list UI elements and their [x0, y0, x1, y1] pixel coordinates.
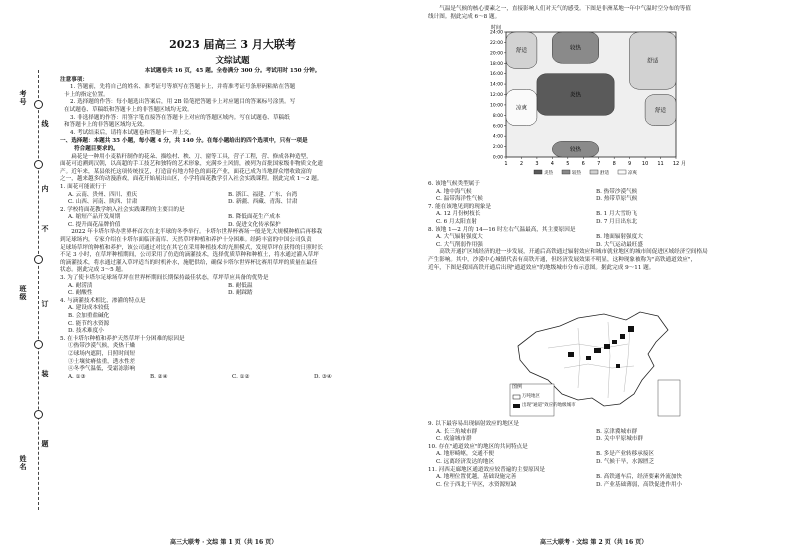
y-tick-label: 10:00: [490, 103, 503, 109]
right-footer: 高三大联考 · 文综 第 2 页（共 16 页）: [540, 539, 648, 546]
statement: ③土壤贫瘠盐重，透水性差: [68, 358, 136, 365]
question-5: 5. 在卡塔尔种植和养护天然草坪十分困难的原因是: [60, 335, 185, 342]
option[interactable]: B. 多是产业转移承接区: [596, 451, 655, 458]
x-tick-label: 8: [612, 161, 616, 167]
sidebar-char: 装: [41, 370, 50, 378]
channel-city: [628, 326, 634, 332]
note-line: 在试题卷、草稿纸和答题卡上的非答题区域均无效。: [64, 106, 193, 113]
legend-swatch: [590, 170, 598, 174]
option[interactable]: B. 会加重盐碱化: [68, 313, 110, 319]
statement: ④冬季气温低，受霜冻影响: [68, 366, 136, 373]
option[interactable]: D. 气候干旱，水源匮乏: [596, 458, 655, 465]
passage-line: 足球场草坪的种植和养护，该公司通过对比在其它在采用种植技术的光照模式，发现草坪在获得的日照时长: [60, 244, 323, 251]
binding-hole: [34, 160, 43, 169]
legend-swatch-empty: [513, 395, 520, 399]
question-3: 3. 为了使卡塔尔足球场草坪在世界杯期间长期保持最佳状态，草坪草应具备的优势是: [60, 275, 269, 282]
region-label: 炎热: [570, 92, 582, 99]
region-label: 凉爽: [515, 105, 527, 112]
left-footer: 高三大联考 · 文综 第 1 页（共 16 页）: [170, 539, 278, 546]
option[interactable]: B. 地面辐射强度大: [596, 234, 643, 241]
option[interactable]: A. 大气辐射强度大: [436, 234, 483, 241]
option[interactable]: B. 浙江、福建、广东、台湾: [228, 191, 298, 198]
cut-line: [38, 70, 39, 510]
binding-hole: [34, 100, 43, 109]
option[interactable]: A. 缩短产品开发周期: [68, 214, 121, 221]
passage-line: 不足 3 小时，在草坪种植期间，公司采用了仿造的滴灌技术，选择优质草种和种植土，将水通过灌入草坪: [60, 252, 319, 259]
temperature-chart: [478, 22, 688, 182]
map-legend-item: 万吨地区: [522, 394, 540, 399]
option[interactable]: C. 位于西北干旱区，水资源短缺: [436, 481, 517, 488]
binding-hole: [34, 340, 43, 349]
option[interactable]: C. 提升面花品牌价值: [68, 221, 121, 228]
region-label: 舒适: [655, 108, 667, 115]
y-tick-label: 18:00: [490, 61, 503, 67]
option[interactable]: C. 大气削弱作用强: [436, 241, 483, 248]
passage-line: 产。近年来，某县依托这项传统技艺，打造富有地方特色的面花产业，面花已成为当地群众增收致富的: [60, 168, 312, 175]
note-line: 3. 非选择题的作答：用签字笔直接答在答题卡上对应的答题区域内。写在试题卷、草稿纸: [70, 114, 290, 121]
option[interactable]: B. 高铁通车后，经济要素外流加快: [596, 474, 682, 481]
section-heading: 一、选择题：本题共 35 小题，每小题 4 分，共 140 分。在每小题给出的四个选项中，只有一项是: [60, 138, 308, 145]
y-tick-label: 2:00: [492, 145, 503, 151]
exam-subtitle: 文综试题: [215, 56, 250, 66]
option[interactable]: A. 长三角城市群: [436, 428, 478, 435]
legend-swatch: [562, 170, 570, 174]
option[interactable]: B. 1 月大雪纷飞: [596, 211, 637, 218]
y-axis-label: 时间: [490, 25, 502, 31]
map-legend-title: 图例: [512, 384, 523, 390]
y-tick-label: 16:00: [490, 72, 503, 78]
x-tick-label: 7: [597, 161, 601, 167]
binding-hole: [34, 410, 43, 419]
exam-notice: 本试题卷共 16 页，45 题。全卷满分 300 分。考试用时 150 分钟。: [144, 68, 321, 74]
passage-line: 高铁开通扩区域经济的进一步发展，开通后高铁通过辐射效应和城市就业地区的城市间促进区域经济空间格局: [428, 249, 708, 256]
question-2: 2. 学校将面花教学纳入社会实践课程的主要目的是: [60, 206, 185, 213]
x-axis-label: 月: [681, 161, 687, 167]
x-tick-label: 10: [641, 161, 649, 167]
question-7: 7. 能在该地见到的现象是: [428, 203, 492, 210]
y-tick-label: 12:00: [490, 93, 503, 98]
option[interactable]: A. 地中海气候: [436, 188, 472, 195]
question-6: 6. 该地气候类型属于: [428, 181, 480, 187]
sidebar-char: 题: [41, 440, 50, 448]
note-line: 1. 答题前，先将自己的姓名、准考证号等填写在答题卡上，并将准考证号条形码粘贴在答题: [70, 84, 296, 91]
option[interactable]: B. ②④: [150, 373, 168, 380]
question-8: 8. 该地 1—2 月的 14—16 时左右气温最高，其主要原因是: [428, 226, 576, 233]
passage-line: 近年，下图是我国高铁开通后出现"通道效应"的地级城市分布示意图。据此完成 9～11 题。: [428, 264, 655, 271]
option[interactable]: C. 温带海洋性气候: [436, 196, 483, 203]
option[interactable]: D. 促进文化传承保护: [228, 221, 281, 228]
x-tick-label: 2: [519, 161, 524, 167]
option[interactable]: B. 耐低温: [228, 282, 253, 289]
y-tick-label: 8:00: [492, 113, 503, 119]
channel-city: [594, 348, 601, 353]
question-11: 11. 河西走廊地区通道效应较普遍的主要原因是: [428, 466, 545, 473]
field-banji: 班级: [19, 285, 28, 301]
option[interactable]: D. 产业基础薄弱，高铁促进作用小: [596, 481, 683, 488]
passage-line: 到足球场内，专家介绍在卡塔尔面临济南库、天然草坪种植和养护十分困难。经跨丰富的中国公司负责: [60, 237, 312, 244]
x-tick-label: 11: [657, 161, 664, 167]
y-tick-label: 4:00: [492, 134, 503, 140]
channel-city: [616, 364, 620, 368]
sidebar-char: 不: [41, 225, 50, 233]
field-kaohao: 考号: [19, 90, 28, 106]
question-10: 10. 存在"通道效应"的地区的共同特点是: [428, 443, 528, 450]
option[interactable]: B. 降低面花生产成本: [228, 214, 281, 221]
option[interactable]: A. ①③: [68, 373, 86, 380]
note-line: 卡上的指定位置。: [64, 91, 109, 98]
passage-line: 之一，越来越多的动漫游戏，面花开始展出山区，小学将面花教学引入社会实践课程。据此完成 1～2 题。: [60, 176, 323, 183]
option[interactable]: D. ③④: [314, 373, 332, 380]
note-line: 2. 选择题的作答：每小题选出答案后，用 2B 铅笔把答题卡上对应题目的答案标号涂黑。写: [70, 99, 296, 106]
option[interactable]: B. 京津冀城市群: [596, 428, 638, 435]
channel-city: [612, 340, 617, 344]
option[interactable]: A. 12 月份树枝长: [436, 211, 481, 218]
x-tick-label: 5: [566, 161, 570, 167]
passage-line: 扁花是一种用小麦秸秆制作的花朵、描绘村、秧、刀、窗等工具，营子工程，营、修成各种造型，: [60, 153, 312, 160]
passage-line: 面花可追溯到汉朝，以高超的手工技艺和独特的艺术形象，充满乡土风情，被列为首批国家级非物质文化遗: [60, 161, 323, 168]
note-line: 4. 考试结束后，请将本试题卷和答题卡一并上交。: [70, 129, 195, 136]
x-tick-label: 4: [550, 161, 554, 167]
channel-city: [586, 356, 591, 360]
passage-line: 产生影响。其中，沙漠中心城镇代表有高铁开通，但经济发展效果不明显，这种现象被称为"高铁通道效应"，: [428, 256, 697, 263]
region-label: 舒适: [515, 48, 527, 55]
option[interactable]: A. 地形崎岖，交通不便: [436, 451, 494, 458]
intro-line: 线计图。据此完成 6～8 题。: [428, 13, 501, 20]
option[interactable]: D. 技术难度小: [68, 328, 104, 335]
question-9: 9. 以下最容易出现辐射效应的地区是: [428, 421, 520, 427]
y-tick-label: 20:00: [490, 51, 503, 57]
field-xingming: 姓名: [19, 455, 28, 471]
left-page: [60, 36, 405, 381]
x-tick-label: 3: [535, 161, 539, 167]
note-line: 和答题卡上的非答题区域均无效。: [64, 122, 148, 129]
option[interactable]: D. 关中平原城市群: [596, 436, 643, 443]
region-label: 舒适: [647, 58, 659, 65]
option[interactable]: C. 6 月太阳直射: [436, 218, 477, 225]
legend-label: 凉爽: [628, 171, 637, 176]
question-1: 1. 面花可能流行于: [60, 183, 107, 190]
legend-label: 较热: [572, 171, 581, 176]
region-label: 较热: [570, 45, 582, 52]
notes-title: 注意事项：: [60, 76, 88, 83]
section-heading-cont: 符合题目要求的。: [74, 145, 119, 152]
option[interactable]: C. 远离经济发达的地区: [436, 458, 494, 465]
sidebar-char: 内: [41, 185, 50, 193]
passage-line: 2022 年卡塔尔举办世界杯首次在北半球的冬季举行。卡塔尔世界杯赛场一般是先大规模种植后再移栽: [60, 229, 323, 236]
y-tick-label: 6:00: [492, 124, 503, 130]
legend-label: 舒适: [600, 171, 609, 176]
sidebar-char: 线: [41, 120, 50, 128]
x-tick-label: 9: [628, 161, 632, 167]
right-page: [428, 6, 788, 21]
option[interactable]: C. 山西、河南、陕西、甘肃: [68, 199, 138, 206]
option[interactable]: A. 建设成本较低: [68, 305, 110, 312]
option[interactable]: C. 耐酸性: [68, 290, 93, 297]
sidebar-char: 订: [41, 300, 50, 308]
option[interactable]: C. 能节约水资源: [68, 320, 110, 327]
channel-city: [568, 352, 574, 357]
x-tick-label: 1: [504, 161, 508, 167]
legend-swatch: [534, 170, 542, 174]
option[interactable]: C. ①②: [232, 373, 250, 380]
intro-line: 气温是气候的核心要素之一，直接影响人们对天气的感受。下图是非洲某地一年中气温时空分布的等值: [428, 6, 691, 12]
y-tick-label: 0:00: [492, 155, 503, 161]
right-questions-bottom: [428, 421, 788, 489]
legend-swatch-filled: [513, 404, 520, 408]
statement: ②球场内遮阴，日照时间短: [68, 350, 136, 357]
legend-label: 炎热: [544, 171, 553, 176]
legend-swatch: [618, 170, 626, 174]
y-tick-label: 14:00: [490, 82, 503, 88]
binding-hole: [34, 255, 43, 264]
option[interactable]: D. 新疆、西藏、青海、甘肃: [228, 199, 298, 206]
region-label: 较热: [570, 147, 582, 154]
binding-margin: [0, 0, 56, 551]
right-questions-top: [428, 181, 788, 272]
passage-line: 的滴灌技术，将水通过灌入草坪适当的时机补水，施肥供给，确保卡塔尔世界杯比赛用草坪的质量在最佳: [60, 259, 318, 266]
x-tick-label: 12: [672, 161, 680, 167]
map-legend-item: 出现"通道"效应的地级城市: [522, 403, 576, 408]
x-tick-label: 6: [581, 161, 585, 167]
statement: ①热带沙漠气候，炎热干燥: [68, 343, 136, 350]
option[interactable]: D. 热带草原气候: [596, 196, 638, 203]
channel-city: [620, 334, 625, 339]
south-sea-inset: [658, 380, 680, 416]
y-tick-label: 22:00: [490, 40, 503, 46]
option[interactable]: A. 地理位置优越，基础设施完善: [436, 474, 517, 481]
option[interactable]: D. 耐踩踏: [228, 290, 253, 297]
option[interactable]: C. 成渝城市群: [436, 436, 472, 443]
question-4: 4. 与滴灌技术相比，渗灌的特点是: [60, 297, 146, 304]
exam-title: 2023 届高三 3 月大联考: [169, 38, 296, 51]
y-tick-label: 24:00: [490, 30, 503, 36]
channel-city: [604, 344, 610, 349]
option[interactable]: B. 热带沙漠气候: [596, 188, 638, 195]
passage-line: 状态。据此完成 3～5 题。: [60, 267, 127, 274]
option[interactable]: A. 云南、贵州、四川、重庆: [68, 191, 138, 198]
option[interactable]: D. 大气运动最旺盛: [596, 241, 643, 248]
option[interactable]: D. 7 月日出东北: [596, 218, 638, 225]
option[interactable]: A. 耐涝渍: [68, 282, 93, 289]
